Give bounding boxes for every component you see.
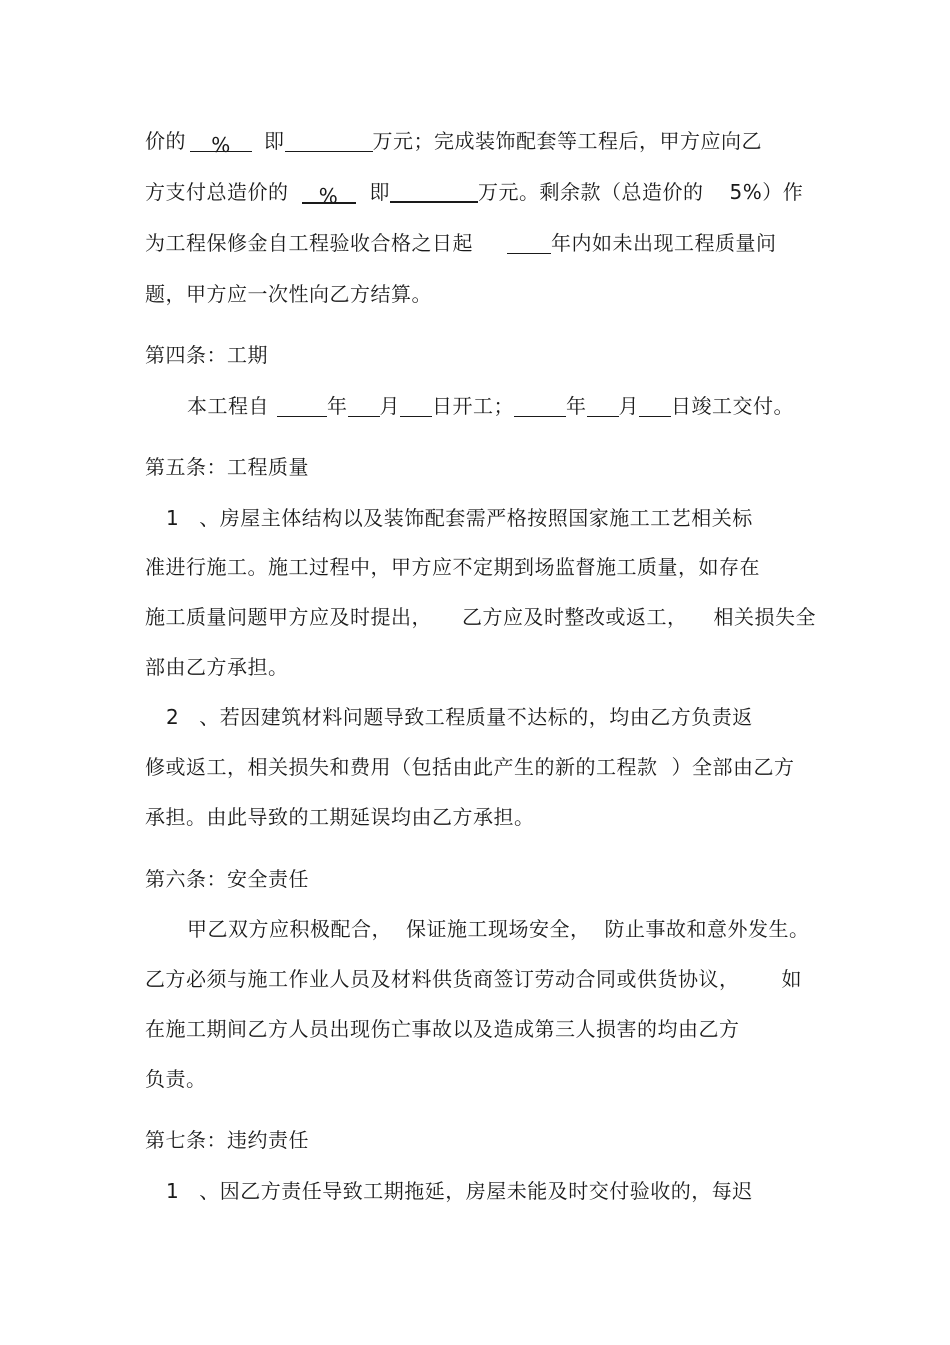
start-month-blank bbox=[348, 396, 380, 417]
start-day-blank bbox=[400, 396, 432, 417]
para-line-3: 为工程保修金自工程验收合格之日起 年内如未出现工程质量问 bbox=[145, 231, 777, 255]
years-blank bbox=[507, 233, 551, 254]
section-heading-4: 第四条：工期 bbox=[145, 343, 268, 367]
start-year-blank bbox=[277, 396, 327, 417]
end-year-blank bbox=[514, 396, 566, 417]
clause-5-1-line-1: 1 、房屋主体结构以及装饰配套需严格按照国家施工工艺相关标 bbox=[166, 506, 753, 530]
clause-5-1-line-2: 准进行施工。施工过程中，甲方应不定期到场监督施工质量，如存在 bbox=[145, 555, 760, 579]
clause-5-1-line-3: 施工质量问题甲方应及时提出， 乙方应及时整改或返工， 相关损失全 bbox=[145, 605, 816, 629]
schedule-line: 本工程自 年 月 日开工； 年 月 日竣工交付。 bbox=[187, 394, 794, 418]
para-line-2: 方支付总造价的 % 即 万元。剩余款（总造价的 5%）作 bbox=[145, 180, 804, 208]
clause-6-line-1: 甲乙双方应积极配合， 保证施工现场安全， 防止事故和意外发生。 bbox=[187, 917, 810, 941]
clause-5-2-line-2: 修或返工，相关损失和费用（包括由此产生的新的工程款 ）全部由乙方 bbox=[145, 755, 795, 779]
clause-7-1-line-1: 1 、因乙方责任导致工期拖延，房屋未能及时交付验收的，每迟 bbox=[166, 1179, 753, 1203]
clause-5-2-line-1: 2 、若因建筑材料问题导致工程质量不达标的，均由乙方负责返 bbox=[166, 705, 753, 729]
section-heading-6: 第六条：安全责任 bbox=[145, 867, 309, 891]
para-line-4: 题，甲方应一次性向乙方结算。 bbox=[145, 282, 432, 306]
end-day-blank bbox=[639, 396, 671, 417]
para-line-1: 价的 % 即 万元；完成装饰配套等工程后，甲方应向乙 bbox=[145, 129, 762, 157]
percent-blank: % bbox=[302, 182, 356, 204]
clause-6-line-3: 在施工期间乙方人员出现伤亡事故以及造成第三人损害的均由乙方 bbox=[145, 1017, 740, 1041]
clause-5-2-line-3: 承担。由此导致的工期延误均由乙方承担。 bbox=[145, 805, 535, 829]
clause-5-1-line-4: 部由乙方承担。 bbox=[145, 655, 289, 679]
clause-6-line-4: 负责。 bbox=[145, 1067, 207, 1091]
amount-blank bbox=[285, 131, 373, 152]
amount-blank bbox=[390, 181, 478, 203]
section-heading-7: 第七条：违约责任 bbox=[145, 1128, 309, 1152]
percent-blank: % bbox=[190, 131, 252, 152]
clause-6-line-2: 乙方必须与施工作业人员及材料供货商签订劳动合同或供货协议， 如 bbox=[145, 967, 802, 991]
end-month-blank bbox=[587, 396, 619, 417]
section-heading-5: 第五条：工程质量 bbox=[145, 455, 309, 479]
